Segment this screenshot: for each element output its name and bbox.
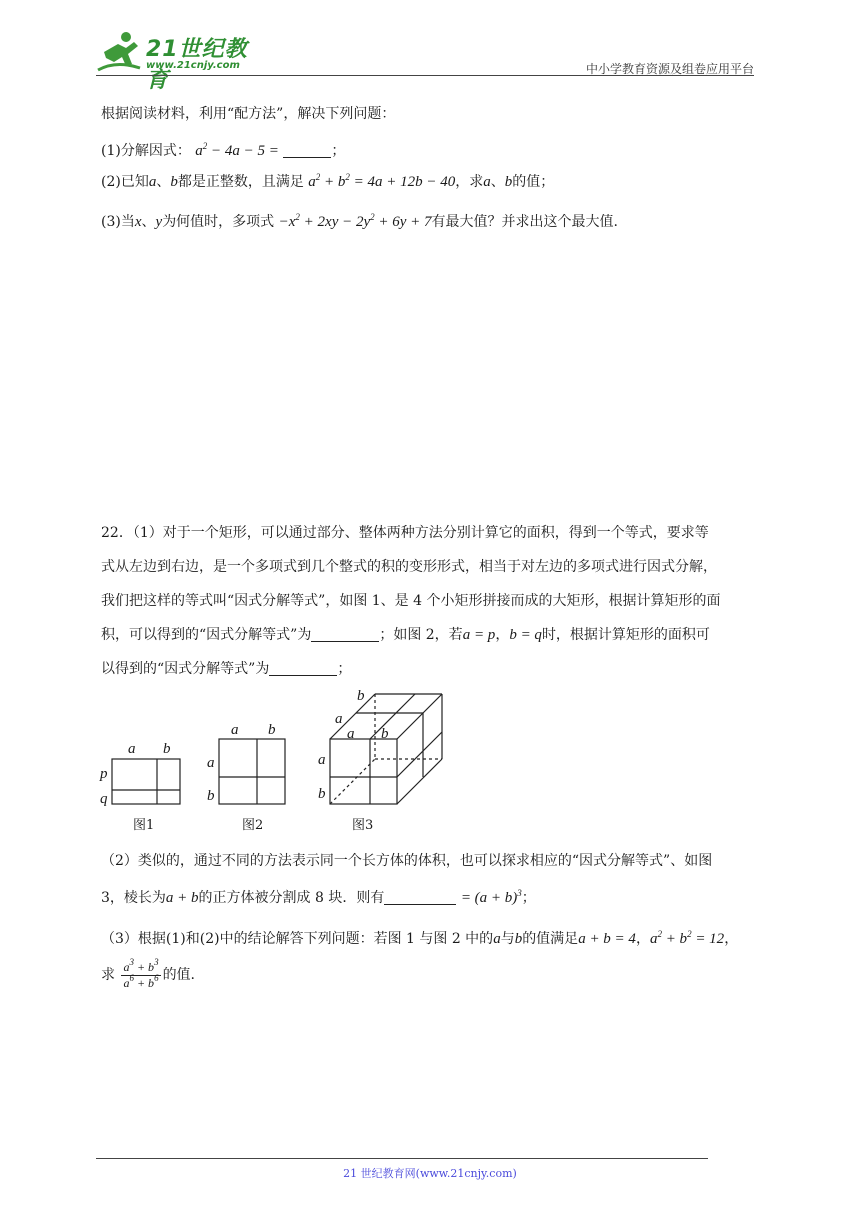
fig3-label-b-top: b [381, 726, 389, 742]
fig2-caption: 图2 [242, 818, 264, 833]
q22-line2: 式从左边到右边，是一个多项式到几个整式的积的变形形式，相当于对左边的多项式进行因式分解， [101, 559, 717, 575]
q21-part2: (2)已知a、b都是正整数，且满足 $a^2 + b^2 = 4a + 12b - 40$，求a、b的值； [101, 172, 555, 190]
q21-p3-expr: $-x^2 + 2xy - 2y^2 + 6y + 7$ [278, 212, 432, 230]
answer-blank [384, 890, 456, 905]
fig1-label-p: p [100, 766, 108, 782]
fig3-caption: 图3 [352, 818, 374, 833]
q22-part2-line1: （2）类似的，通过不同的方法表示同一个长方体的体积，也可以探求相应的“因式分解等式”、如图 [101, 853, 713, 869]
fig3-label-b-left: b [318, 786, 326, 802]
answer-blank [283, 143, 331, 158]
fig2-label-a-left: a [207, 755, 215, 771]
header-right-text: 中小学教育资源及组卷应用平台 [585, 62, 754, 76]
fig2-label-b-top: b [268, 722, 276, 738]
header-logo [96, 30, 266, 93]
fig1-rect [112, 759, 180, 804]
q21-part3: (3)当x、y为何值时，多项式 $-x^2 + 2xy - 2y^2 + 6y + 7$有最大值？并求出这个最大值. [101, 212, 618, 230]
q21-p2-expr: $a^2 + b^2 = 4a + 12b - 40$ [308, 172, 456, 190]
q22-part2-line2: 3，棱长为a + b的正方体被分割成 8 块．则有 = $(a + b)^3$； [101, 888, 536, 906]
fig2-rect [219, 739, 285, 804]
fig1-caption: 图1 [133, 818, 155, 833]
q21-p1-expr: $a^2 - 4a - 5$ = [195, 141, 279, 159]
logo-text: 21世纪教育 [146, 37, 248, 93]
footer-divider [96, 1158, 708, 1159]
q22-part3-line1: （3）根据(1)和(2)中的结论解答下列问题：若图 1 与图 2 中的a与b的值满足a + b = 4，$a^2 + b^2 = 12$， [101, 929, 739, 947]
fig1-label-q: q [100, 791, 108, 807]
fig2-label-a-top: a [231, 722, 239, 738]
runner-logo-icon [96, 30, 142, 74]
q22-line4: 积，可以得到的“因式分解等式”为 ；如图 2，若a = p，b = q时，根据计算矩形的面积可 [101, 627, 710, 643]
intro-line: 根据阅读材料，利用“配方法”，解决下列问题： [101, 106, 396, 122]
q22-line1: 22．（1）对于一个矩形，可以通过部分、整体两种方法分别计算它的面积，得到一个等式，要求等 [101, 525, 709, 541]
fig1-label-b: b [163, 741, 171, 757]
fig3-label-b-depth: b [357, 688, 365, 704]
fig2-label-b-left: b [207, 788, 215, 804]
q21-part1: (1)分解因式： $a^2 - 4a - 5$ = ； [101, 141, 346, 159]
fig3-label-a-depth: a [335, 711, 343, 727]
q22-line5: 以得到的“因式分解等式”为 ； [101, 661, 352, 677]
fig1-label-a: a [128, 741, 136, 757]
q22-line3: 我们把这样的等式叫“因式分解等式”，如图 1、是 4 个小矩形拼接而成的大矩形，根据计算矩形的面 [101, 593, 721, 609]
q22-part3-line2: 求 $\frac{a^3 + b^3}{a^6 + b^6}$ 的值. [101, 956, 196, 990]
answer-blank [311, 627, 379, 642]
header-divider [96, 75, 754, 76]
footer-link[interactable]: 21 世纪教育网(www.21cnjy.com) [343, 1167, 517, 1180]
logo-url: www.21cnjy.com [146, 60, 240, 71]
fig3-label-a-top: a [347, 726, 355, 742]
fig3-label-a-left: a [318, 752, 326, 768]
fraction: $\frac{a^3 + b^3}{a^6 + b^6}$ [123, 956, 159, 990]
answer-blank [269, 661, 337, 676]
